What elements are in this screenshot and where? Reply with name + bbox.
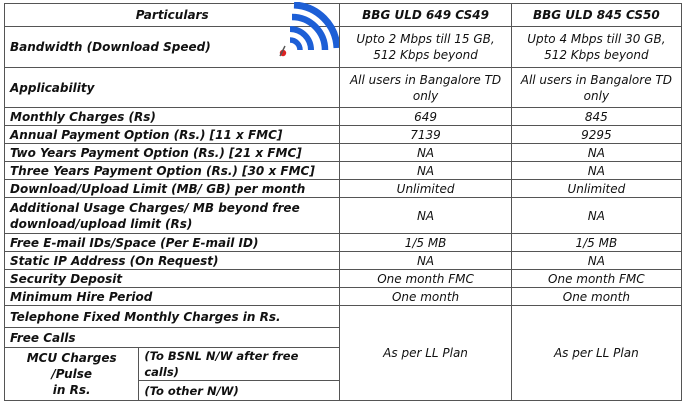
- table-row: [5, 252, 682, 270]
- cell-plan-b: NA: [511, 252, 681, 270]
- cell-plan-a: NA: [340, 162, 511, 180]
- table-row: [5, 270, 682, 288]
- label-line: download/upload limit (Rs): [10, 216, 193, 231]
- table-row: [5, 126, 682, 144]
- row-label: Download/Upload Limit (MB/ GB) per month: [5, 180, 340, 198]
- mcu-label: [5, 348, 139, 401]
- cell-plan-a: 7139: [340, 126, 511, 144]
- cell-plan-b: NA: [511, 198, 681, 234]
- cell-line: All users in Bangalore TD: [349, 72, 502, 87]
- cell-plan-a: Unlimited: [340, 180, 511, 198]
- table-row: [5, 180, 682, 198]
- wifi-signal-logo-icon: [277, 2, 339, 60]
- row-label: Telephone Fixed Monthly Charges in Rs.: [5, 306, 340, 328]
- cell-plan-b: Unlimited: [511, 180, 681, 198]
- row-label: Security Deposit: [5, 270, 340, 288]
- cell-plan-a: NA: [340, 198, 511, 234]
- header-plan-a: BBG ULD 649 CS49: [340, 4, 511, 27]
- table-row: [5, 27, 682, 68]
- cell-line: 512 Kbps beyond: [544, 48, 649, 62]
- table-row: [5, 198, 682, 234]
- cell-line: 512 Kbps beyond: [373, 48, 478, 62]
- row-label: Bandwidth (Download Speed): [5, 27, 340, 68]
- table-row: [5, 108, 682, 126]
- header-particulars: Particulars: [135, 8, 209, 22]
- cell-plan-a-ll-plan: As per LL Plan: [340, 306, 511, 401]
- table-row: [5, 68, 682, 108]
- row-label: [5, 198, 340, 234]
- cell-line: only: [412, 88, 439, 103]
- label-line: in Rs.: [52, 383, 91, 397]
- cell-plan-a: One month: [340, 288, 511, 306]
- cell-plan-a: 649: [340, 108, 511, 126]
- row-label: Two Years Payment Option (Rs.) [21 x FMC]: [5, 144, 340, 162]
- row-label: Free E-mail IDs/Space (Per E-mail ID): [5, 234, 340, 252]
- cell-plan-a: One month FMC: [340, 270, 511, 288]
- cell-plan-a: [340, 68, 511, 108]
- row-label: Monthly Charges (Rs): [5, 108, 340, 126]
- row-label: Applicability: [5, 68, 340, 108]
- cell-plan-b: 9295: [511, 126, 681, 144]
- row-label: Static IP Address (On Request): [5, 252, 340, 270]
- cell-plan-a: 1/5 MB: [340, 234, 511, 252]
- cell-plan-b: [511, 27, 681, 68]
- label-line: Additional Usage Charges/ MB beyond free: [10, 200, 300, 215]
- table-row: [5, 288, 682, 306]
- table-row: [5, 162, 682, 180]
- row-label: Minimum Hire Period: [5, 288, 340, 306]
- table-header-row: [5, 4, 682, 27]
- row-label: Three Years Payment Option (Rs.) [30 x FMC]: [5, 162, 340, 180]
- cell-plan-b: [511, 68, 681, 108]
- cell-plan-b-ll-plan: As per LL Plan: [511, 306, 681, 401]
- cell-plan-b: One month: [511, 288, 681, 306]
- label-line: MCU Charges /Pulse: [26, 351, 117, 381]
- table-row: [5, 234, 682, 252]
- cell-plan-b: 1/5 MB: [511, 234, 681, 252]
- tariff-table: [4, 3, 682, 401]
- header-plan-b: BBG ULD 845 CS50: [511, 4, 681, 27]
- mcu-sub-other: (To other N/W): [139, 381, 340, 401]
- mcu-sub-bsnl: (To BSNL N/W after free calls): [139, 348, 340, 381]
- cell-line: Upto 4 Mbps till 30 GB,: [527, 32, 666, 46]
- cell-plan-a: NA: [340, 252, 511, 270]
- cell-plan-a: [340, 27, 511, 68]
- cell-line: only: [583, 88, 610, 103]
- table-row: [5, 144, 682, 162]
- cell-plan-b: One month FMC: [511, 270, 681, 288]
- header-particulars-cell: [5, 4, 340, 27]
- row-label: Annual Payment Option (Rs.) [11 x FMC]: [5, 126, 340, 144]
- cell-plan-b: NA: [511, 144, 681, 162]
- table-row: [5, 306, 682, 328]
- cell-plan-b: 845: [511, 108, 681, 126]
- cell-plan-a: NA: [340, 144, 511, 162]
- cell-line: Upto 2 Mbps till 15 GB,: [356, 32, 495, 46]
- cell-line: All users in Bangalore TD: [520, 72, 672, 87]
- row-label: Free Calls: [5, 328, 340, 348]
- cell-plan-b: NA: [511, 162, 681, 180]
